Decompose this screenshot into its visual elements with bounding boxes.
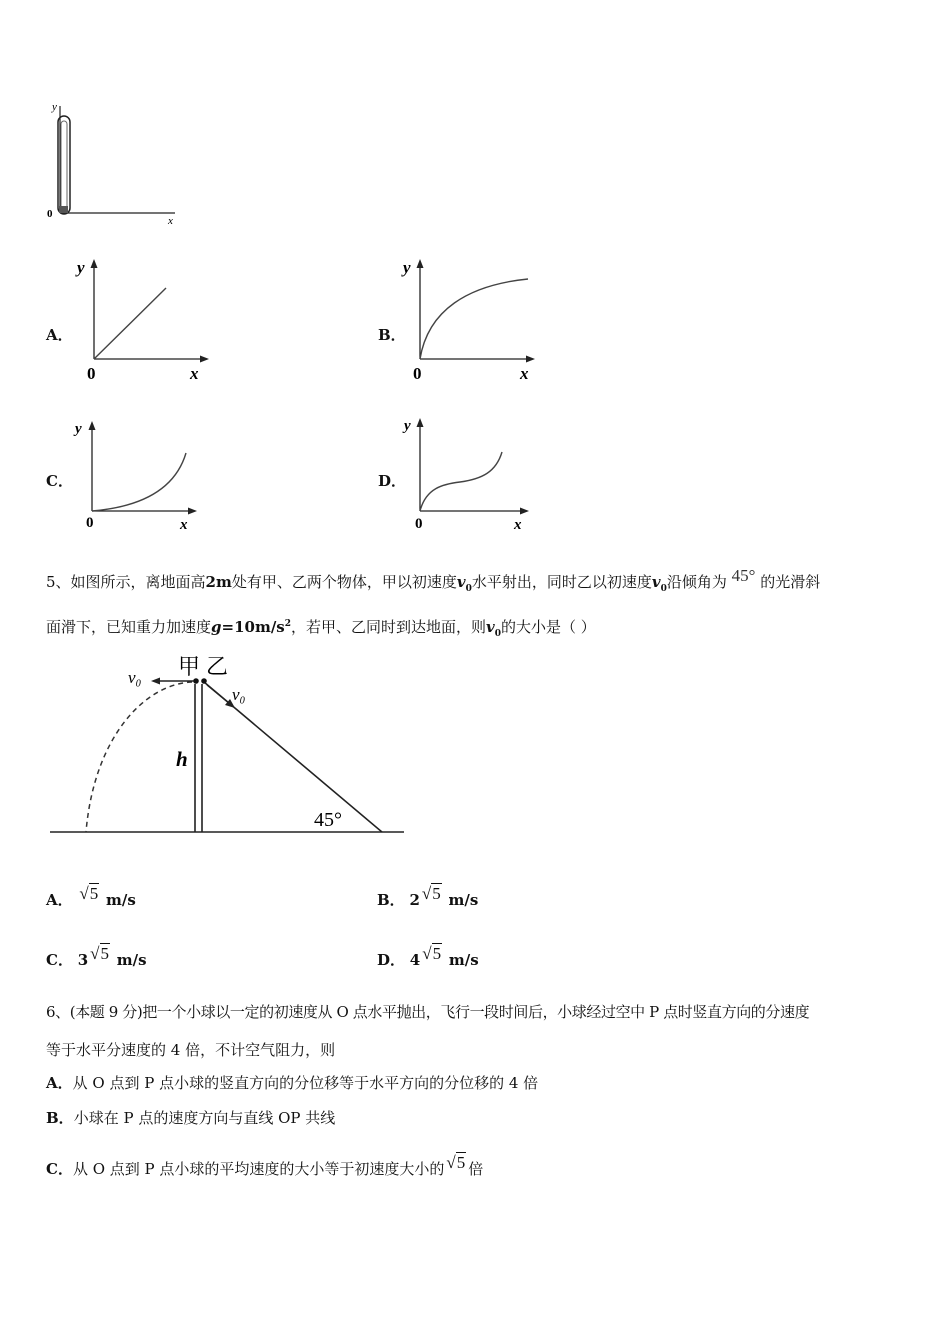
sqrt-symbol: √5 (79, 884, 99, 903)
label-jia: 甲 (178, 654, 201, 679)
figure-tube-axes (40, 96, 190, 228)
q5-text-8: 的大小是（ ） (501, 618, 596, 636)
q6-stem-line2: 等于水平分速度的 4 倍，不计空气阻力，则 (46, 1041, 336, 1059)
q5-text-7: ，若甲、乙同时到达地面，则 (291, 618, 487, 636)
graph-b-origin: 0 (413, 364, 422, 383)
q5-v0-a-sub: 0 (465, 584, 472, 594)
graph-option-a-label: A． (46, 326, 73, 344)
graph-option-b-label: B． (378, 326, 406, 344)
graph-c-origin: 0 (86, 515, 94, 531)
graph-c-x-label: x (180, 517, 188, 533)
graph-option-d-label: D． (378, 472, 407, 490)
q6-option-c-radicand: 5 (456, 1153, 466, 1172)
label-v0-right: v₀ (232, 685, 246, 704)
top-x-label: x (168, 215, 173, 227)
v0-left-arrowhead (151, 678, 160, 685)
graph-d-y-arrow (417, 418, 424, 427)
q5-option-d-unit: m/s (448, 951, 479, 969)
object-yi (201, 678, 207, 684)
q5-v0-a: v (456, 573, 466, 591)
q6-option-c-suffix: 倍 (468, 1160, 484, 1178)
q5-text-5: 的光滑斜 (760, 573, 821, 591)
q5-option-d[interactable] (377, 944, 479, 970)
graph-d-y-label: y (404, 418, 411, 434)
graph-b-curve (420, 279, 528, 359)
top-y-label: y (52, 101, 57, 113)
q6-option-b[interactable] (46, 1107, 335, 1128)
top-origin-label: 0 (47, 208, 53, 220)
q5-g: g (211, 618, 222, 636)
graph-option-a (72, 255, 217, 385)
object-jia (193, 678, 199, 684)
q5-g-sup: 2 (284, 619, 292, 629)
tube-base-block (59, 206, 68, 213)
q6-option-b-text: 小球在 P 点的速度方向与直线 OP 共线 (73, 1109, 336, 1127)
sqrt-symbol: √5 (422, 944, 442, 963)
q5-text-4: 沿倾角为 (666, 573, 727, 591)
q5-option-c-label: C． (46, 951, 73, 969)
q6-option-a-text: 从 O 点到 P 点小球的竖直方向的分位移等于水平方向的分位移的 4 倍 (72, 1074, 539, 1092)
q6-option-c-text: 从 O 点到 P 点小球的平均速度的大小等于初速度大小的 (72, 1160, 445, 1178)
v0-right-arrow (207, 685, 230, 704)
graph-a-y-label: y (77, 258, 85, 277)
graph-option-d (398, 412, 538, 534)
q5-option-d-coef: 4 (409, 951, 421, 969)
q5-g-value: =10m/s (221, 618, 285, 636)
q5-text-1: 5、如图所示，离地面高 (46, 573, 206, 591)
graph-option-c-label: C． (46, 472, 73, 490)
q5-stem-line1 (46, 566, 820, 594)
graph-d-origin: 0 (415, 516, 423, 532)
q5-option-a-radicand: 5 (89, 884, 99, 903)
graph-a-y-arrow (91, 259, 98, 268)
graph-b-x-arrow (526, 356, 535, 363)
q5-v0-c: v (486, 618, 495, 636)
graph-b-y-arrow (417, 259, 424, 268)
sqrt-symbol: √5 (90, 944, 110, 963)
q5-v0-c-sub: 0 (494, 629, 502, 639)
q6-option-c-label: C． (46, 1160, 73, 1178)
graph-a-x-label: x (190, 364, 199, 383)
q5-v0-b: v (651, 573, 661, 591)
q5-option-c-unit: m/s (116, 951, 147, 969)
q5-option-c[interactable] (46, 944, 147, 970)
graph-option-c (70, 415, 205, 535)
graph-a-origin: 0 (87, 364, 96, 383)
q6-option-a[interactable] (46, 1072, 538, 1093)
q5-option-b-radicand: 5 (432, 884, 441, 903)
label-45-deg: 45° (314, 809, 342, 831)
graph-a-x-arrow (200, 356, 209, 363)
q5-v0-b-sub: 0 (660, 584, 667, 594)
q5-text-6: 面滑下，已知重力加速度 (46, 618, 212, 636)
q5-option-d-label: D． (377, 951, 406, 969)
graph-d-x-label: x (514, 517, 522, 533)
q5-option-a[interactable] (46, 884, 136, 910)
q6-option-a-label: A． (46, 1074, 73, 1092)
graph-c-x-arrow (188, 508, 197, 515)
q5-option-b[interactable] (377, 884, 478, 910)
graph-d-curve (420, 452, 502, 511)
sqrt-symbol: √5 (446, 1153, 466, 1172)
q5-option-b-label: B． (377, 891, 405, 909)
graph-a-curve (94, 288, 166, 359)
q5-option-b-coef: 2 (409, 891, 420, 909)
q5-option-c-coef: 3 (77, 951, 89, 969)
q5-option-a-unit: m/s (106, 891, 136, 909)
q6-option-c[interactable] (46, 1153, 483, 1179)
q5-option-b-unit: m/s (448, 891, 479, 909)
label-h: h (176, 747, 188, 771)
q5-figure-incline (44, 648, 414, 838)
q5-option-a-label: A． (46, 891, 73, 909)
q6-stem-line1: 6、(本题 9 分)把一个小球以一定的初速度从 O 点水平抛出，飞行一段时间后，小球经过空中 P 点时竖直方向的分速度 (46, 1003, 810, 1021)
graph-c-y-label: y (75, 421, 82, 437)
graph-c-curve (92, 453, 186, 511)
q6-option-b-label: B． (46, 1109, 74, 1127)
q5-text-3: 水平射出，同时乙以初速度 (471, 573, 652, 591)
q5-option-c-radicand: 5 (100, 944, 110, 963)
q5-height: 2m (205, 573, 232, 591)
graph-c-y-arrow (89, 421, 96, 430)
graph-d-x-arrow (520, 508, 529, 515)
label-yi: 乙 (206, 654, 229, 679)
q5-option-d-radicand: 5 (432, 944, 442, 963)
q5-stem-line2 (46, 616, 596, 639)
graph-option-b (398, 255, 543, 385)
label-v0-left: v₀ (128, 668, 142, 687)
graph-b-x-label: x (520, 364, 529, 383)
q5-text-2: 处有甲、乙两个物体，甲以初速度 (231, 573, 457, 591)
tube-inner (61, 121, 67, 211)
q5-angle: 45° (731, 566, 756, 585)
sqrt-symbol: √5 (421, 884, 441, 903)
graph-b-y-label: y (403, 258, 411, 277)
